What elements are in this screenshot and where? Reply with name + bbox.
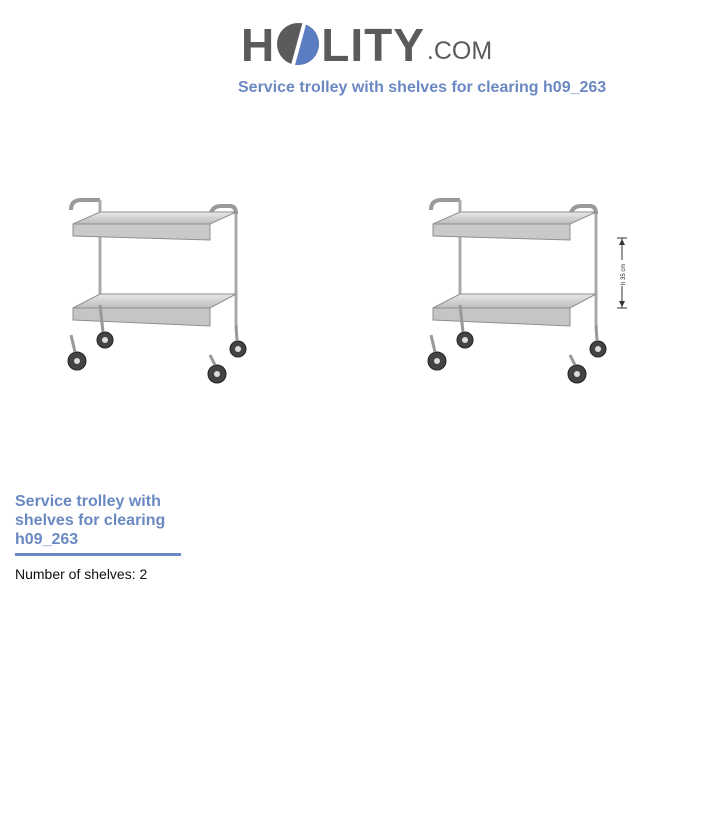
service-trolley-with-dimension-image (415, 190, 630, 395)
logo-letter-h: H (241, 19, 276, 71)
logo-letters-lity: LITY (321, 19, 425, 71)
title-divider (15, 553, 181, 556)
height-dimension-arrow (617, 238, 627, 308)
product-image-2 (415, 190, 630, 395)
product-title: Service trolley with shelves for clearing h09_263 (15, 493, 166, 548)
logo-suffix: .COM (426, 37, 493, 65)
logo-o-icon (276, 18, 320, 68)
product-image-1 (55, 190, 260, 395)
service-trolley-image (55, 190, 260, 395)
shelves-spec: Number of shelves: 2 (15, 566, 148, 582)
height-dimension-label: h 35 cm (621, 263, 627, 285)
page-title: Service trolley with shelves for clearing h09_263 (238, 79, 607, 96)
holity-logo[interactable] (241, 10, 493, 71)
